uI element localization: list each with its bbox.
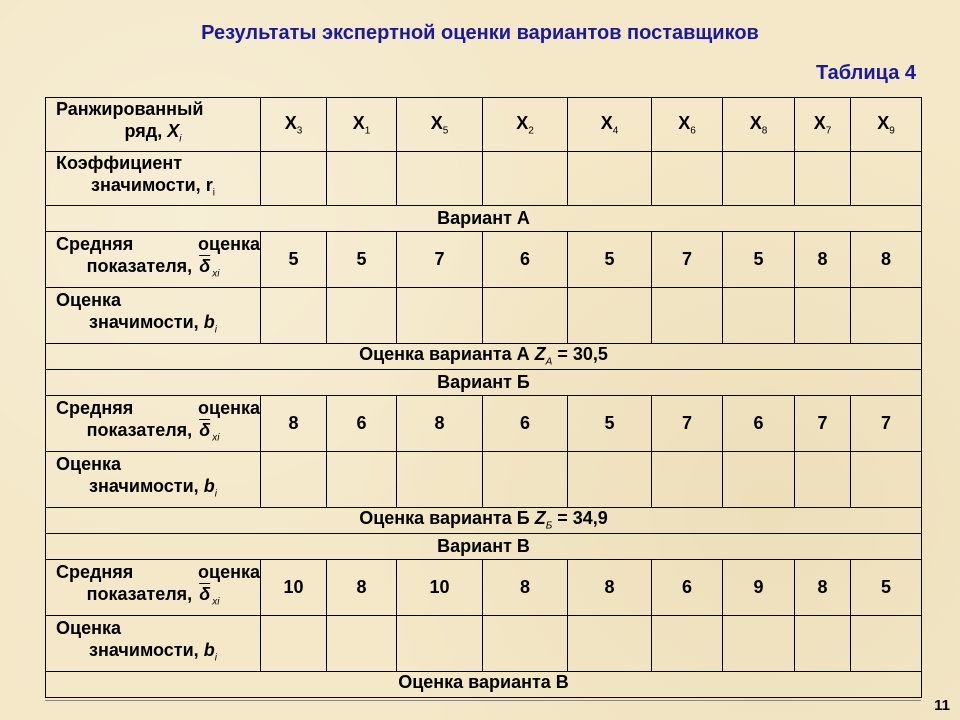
avg-score-cell: 8: [397, 395, 483, 451]
score-symbol: Z: [534, 508, 546, 529]
avg-score-cell: 5: [568, 231, 652, 287]
coef-label: [46, 151, 261, 205]
rank-cell: $X_9$: [851, 98, 922, 152]
delta-symbol: $\overline{\delta}$: [199, 255, 211, 276]
weight-cell: [723, 451, 795, 507]
avg-score-cell: 7: [795, 395, 851, 451]
avg-score-cell: 7: [652, 395, 723, 451]
weight-label-sub: i: [214, 652, 217, 664]
weight-cell: [483, 451, 568, 507]
weight-cell: [851, 451, 922, 507]
avg-score-cell: 8: [795, 559, 851, 615]
score-value: = 34,9: [557, 508, 608, 529]
avg-score-row: [46, 559, 922, 615]
coef-cell: [723, 151, 795, 205]
avg-score-cell: 5: [723, 231, 795, 287]
rank-cell: $X_1$: [327, 98, 397, 152]
weight-cell: [723, 615, 795, 671]
weight-label-line2: значимости,: [89, 639, 199, 660]
weight-label-symbol: b: [203, 475, 215, 496]
delta-symbol: $\overline{\delta}$: [199, 419, 211, 440]
variant-score-row: [46, 671, 922, 697]
variant-title: Вариант В: [46, 533, 922, 559]
coef-cell: [261, 151, 327, 205]
weight-cell: [795, 451, 851, 507]
rank-cell: $X_6$: [652, 98, 723, 152]
variant-title-row: [46, 533, 922, 559]
avg-label-word1: Средняя: [56, 397, 134, 418]
delta-sub: xi: [212, 432, 220, 444]
weight-label-symbol: b: [203, 311, 215, 332]
variant-score: [46, 343, 922, 369]
avg-score-cell: 6: [723, 395, 795, 451]
avg-label-word2: оценка: [198, 397, 260, 418]
avg-label-line2: показателя,: [86, 255, 193, 276]
score-prefix: Оценка варианта Б: [359, 508, 530, 529]
weight-cell: [652, 615, 723, 671]
avg-score-cell: 7: [851, 395, 922, 451]
score-sub: Б: [545, 520, 553, 532]
avg-score-cell: 8: [483, 559, 568, 615]
weight-cell: [652, 287, 723, 343]
avg-label-line2: показателя,: [86, 419, 193, 440]
rank-cell: $X_5$: [397, 98, 483, 152]
page-number: 11: [934, 697, 950, 714]
avg-score-cell: 6: [652, 559, 723, 615]
weight-label-line2: значимости,: [89, 475, 199, 496]
avg-label-word1: Средняя: [56, 233, 134, 254]
weight-cell: [397, 451, 483, 507]
avg-label-word2: оценка: [198, 561, 260, 582]
score-value: = 30,5: [557, 344, 608, 365]
coef-label-line1: Коэффициент: [56, 152, 183, 173]
coef-row: [46, 151, 922, 205]
weight-cell: [261, 287, 327, 343]
weight-cell: [261, 451, 327, 507]
ranked-label-symbol: X: [167, 121, 180, 141]
variant-score: [46, 507, 922, 533]
weight-label-line1: Оценка: [56, 617, 121, 638]
variant-title: Вариант Б: [46, 369, 922, 395]
coef-cell: [795, 151, 851, 205]
avg-score-cell: 8: [261, 395, 327, 451]
avg-score-cell: 9: [723, 559, 795, 615]
variant-title-row: [46, 205, 922, 231]
avg-label-line2: показателя,: [86, 583, 193, 604]
weight-cell: [723, 287, 795, 343]
slide-title: Результаты экспертной оценки вариантов поставщиков: [201, 22, 759, 44]
evaluation-table: [45, 97, 922, 698]
score-sub: А: [545, 356, 553, 368]
avg-score-cell: 8: [327, 559, 397, 615]
variant-title: Вариант А: [46, 205, 922, 231]
avg-score-cell: 6: [483, 231, 568, 287]
weight-cell: [397, 287, 483, 343]
weight-row: [46, 451, 922, 507]
coef-label-sub: i: [212, 187, 215, 199]
avg-score-label: [46, 395, 261, 451]
weight-label: [46, 451, 261, 507]
weight-cell: [568, 287, 652, 343]
delta-sub: xi: [212, 596, 220, 608]
rank-cell: $X_8$: [723, 98, 795, 152]
avg-score-cell: 6: [483, 395, 568, 451]
variant-score: [46, 671, 922, 697]
rank-cell: $X_3$: [261, 98, 327, 152]
weight-cell: [483, 615, 568, 671]
coef-label-line2: значимости,: [91, 174, 201, 195]
avg-score-cell: 8: [795, 231, 851, 287]
table-label: Таблица 4: [815, 62, 916, 84]
weight-label: [46, 615, 261, 671]
rank-cell: $X_2$: [483, 98, 568, 152]
weight-label-line1: Оценка: [56, 453, 121, 474]
avg-score-cell: 5: [261, 231, 327, 287]
coef-cell: [327, 151, 397, 205]
weight-label-line1: Оценка: [56, 289, 121, 310]
coef-cell: [483, 151, 568, 205]
weight-label-line2: значимости,: [89, 311, 199, 332]
coef-cell: [397, 151, 483, 205]
avg-score-label: [46, 231, 261, 287]
coef-cell: [568, 151, 652, 205]
delta-symbol: $\overline{\delta}$: [199, 583, 211, 604]
weight-cell: [795, 615, 851, 671]
ranked-label: [46, 98, 261, 152]
weight-cell: [327, 615, 397, 671]
rank-cell: $X_7$: [795, 98, 851, 152]
weight-label-symbol: b: [203, 639, 215, 660]
weight-row: [46, 287, 922, 343]
weight-cell: [851, 287, 922, 343]
ranked-label-sub: i: [179, 133, 182, 145]
ranked-row: [46, 98, 922, 152]
ranked-label-line2: ряд,: [124, 121, 163, 141]
weight-label-sub: i: [214, 324, 217, 336]
avg-score-label: [46, 559, 261, 615]
variant-score-row: [46, 507, 922, 533]
weight-cell: [795, 287, 851, 343]
weight-cell: [483, 287, 568, 343]
avg-score-cell: 8: [851, 231, 922, 287]
rank-cell: $X_4$: [568, 98, 652, 152]
weight-cell: [568, 615, 652, 671]
avg-score-cell: 7: [652, 231, 723, 287]
weight-cell: [568, 451, 652, 507]
delta-sub: xi: [212, 268, 220, 280]
weight-cell: [327, 287, 397, 343]
avg-score-cell: 7: [397, 231, 483, 287]
coef-label-symbol: r: [205, 174, 213, 195]
ranked-label-line1: Ранжированный: [56, 99, 204, 119]
weight-cell: [851, 615, 922, 671]
weight-cell: [397, 615, 483, 671]
avg-score-cell: 5: [327, 231, 397, 287]
avg-score-cell: 5: [851, 559, 922, 615]
avg-score-cell: 5: [568, 395, 652, 451]
weight-cell: [261, 615, 327, 671]
avg-score-cell: 10: [261, 559, 327, 615]
avg-score-row: [46, 395, 922, 451]
coef-cell: [851, 151, 922, 205]
variant-title-row: [46, 369, 922, 395]
score-prefix: Оценка варианта В: [398, 672, 569, 693]
weight-label: [46, 287, 261, 343]
coef-cell: [652, 151, 723, 205]
score-prefix: Оценка варианта А: [359, 344, 530, 365]
score-symbol: Z: [534, 344, 546, 365]
avg-score-cell: 10: [397, 559, 483, 615]
variant-score-row: [46, 343, 922, 369]
avg-score-cell: 6: [327, 395, 397, 451]
avg-score-cell: 8: [568, 559, 652, 615]
weight-cell: [327, 451, 397, 507]
weight-cell: [652, 451, 723, 507]
avg-label-word2: оценка: [198, 233, 260, 254]
bottom-rule: [45, 700, 921, 701]
avg-label-word1: Средняя: [56, 561, 134, 582]
weight-row: [46, 615, 922, 671]
weight-label-sub: i: [214, 488, 217, 500]
avg-score-row: [46, 231, 922, 287]
